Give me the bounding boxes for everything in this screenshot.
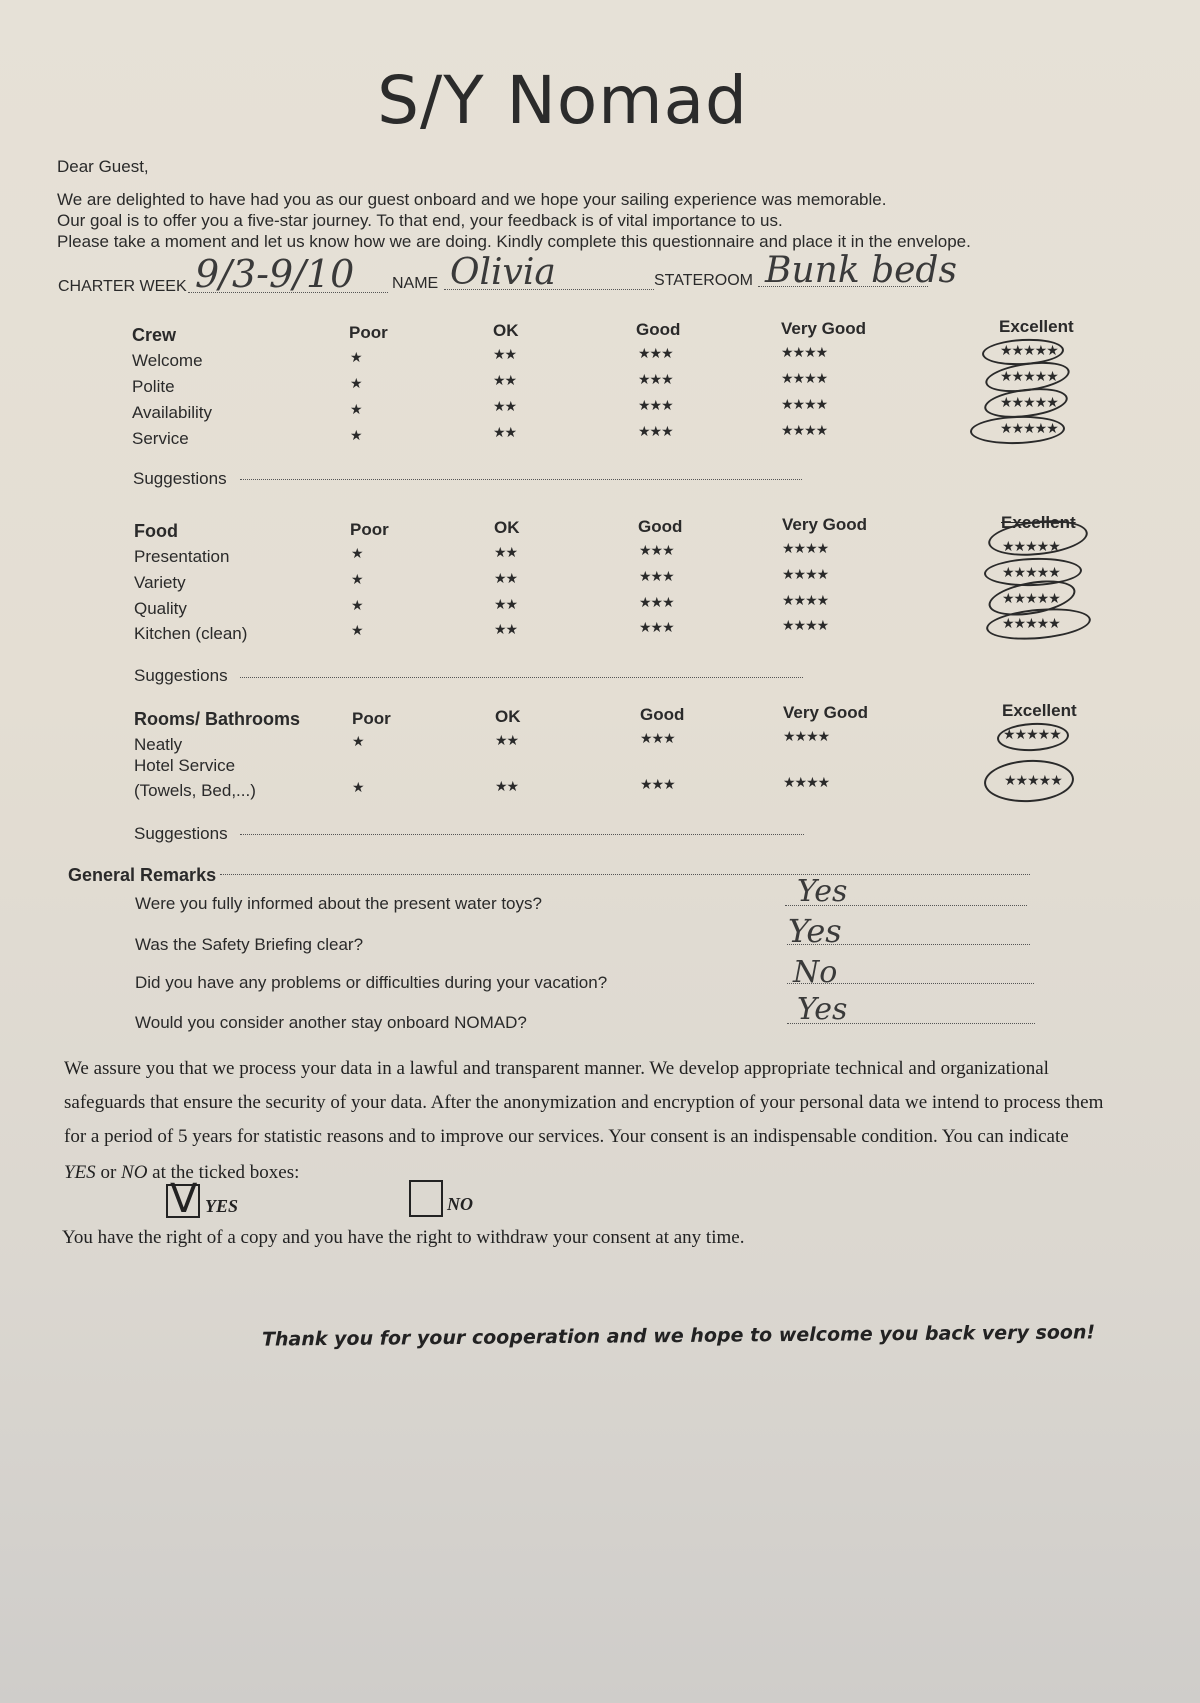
rooms-suggestions-label: Suggestions — [134, 824, 228, 843]
rating-4star[interactable]: ★★★★ — [782, 567, 829, 583]
food-suggestions-line[interactable] — [240, 677, 803, 678]
rating-4star[interactable]: ★★★★ — [781, 371, 828, 387]
rating-1star[interactable]: ★ — [350, 350, 362, 366]
crew-suggestions-line[interactable] — [240, 479, 802, 480]
rating-2star[interactable]: ★★ — [494, 622, 518, 638]
food-col-ok: OK — [494, 518, 520, 537]
intro-line-2: Our goal is to offer you a five-star journey. To that end, your feedback is of vital importance to us. — [57, 211, 783, 230]
rating-1star[interactable]: ★ — [350, 402, 362, 418]
rating-2star[interactable]: ★★ — [495, 733, 519, 749]
check-mark-icon: V — [170, 1176, 198, 1222]
rating-3star[interactable]: ★★★ — [638, 346, 673, 362]
rooms-heading: Rooms/ Bathrooms — [134, 709, 301, 729]
intro-line-3: Please take a moment and let us know how we are doing. Kindly complete this questionnaire and place it in the envelope. — [57, 232, 971, 251]
rating-2star[interactable]: ★★ — [495, 779, 519, 795]
rating-1star[interactable]: ★ — [352, 780, 364, 796]
rooms-row-neatly: Neatly — [134, 735, 183, 754]
rating-5star[interactable]: ★★★★★ — [1000, 343, 1058, 359]
food-row-kitchen: Kitchen (clean) — [134, 624, 248, 643]
rating-3star[interactable]: ★★★ — [639, 569, 674, 585]
question-problems: Did you have any problems or difficulties during your vacation? — [135, 973, 608, 992]
crew-col-ok: OK — [493, 321, 519, 340]
rating-2star[interactable]: ★★ — [493, 425, 517, 441]
selection-circle — [996, 721, 1069, 753]
answer-safety-briefing[interactable]: Yes — [788, 912, 842, 950]
rating-3star[interactable]: ★★★ — [638, 398, 673, 414]
rating-2star[interactable]: ★★ — [494, 597, 518, 613]
crew-suggestions-label: Suggestions — [133, 469, 227, 488]
rating-1star[interactable]: ★ — [351, 623, 363, 639]
rating-4star[interactable]: ★★★★ — [783, 729, 830, 745]
rating-4star[interactable]: ★★★★ — [782, 541, 829, 557]
rating-5star[interactable]: ★★★★★ — [1002, 591, 1060, 607]
rooms-col-verygood: Very Good — [783, 703, 869, 722]
rating-5star[interactable]: ★★★★★ — [1002, 616, 1060, 632]
food-suggestions-label: Suggestions — [134, 666, 228, 685]
rating-2star[interactable]: ★★ — [494, 571, 518, 587]
privacy-line-3: for a period of 5 years for statistic reasons and to improve our services. Your consent is an indispensable condition. You can indicate — [64, 1126, 1069, 1147]
rating-3star[interactable]: ★★★ — [639, 543, 674, 559]
rating-3star[interactable]: ★★★ — [639, 595, 674, 611]
privacy-rights: You have the right of a copy and you have the right to withdraw your consent at any time. — [62, 1227, 745, 1248]
food-row-quality: Quality — [134, 599, 187, 618]
food-col-poor: Poor — [350, 520, 389, 539]
rating-2star[interactable]: ★★ — [493, 347, 517, 363]
crew-col-verygood: Very Good — [781, 319, 867, 338]
rating-5star[interactable]: ★★★★★ — [1004, 773, 1062, 789]
crew-col-excellent: Excellent — [999, 317, 1074, 336]
rooms-col-good: Good — [640, 705, 685, 724]
stateroom-label: STATEROOM — [654, 272, 753, 289]
privacy-line-2: safeguards that ensure the security of your data. After the anonymization and encryption of your personal data we intend to process them — [64, 1092, 1104, 1113]
intro-line-1: We are delighted to have had you as our guest onboard and we hope your sailing experience was memorable. — [57, 190, 887, 209]
rooms-suggestions-line[interactable] — [240, 834, 804, 835]
rating-5star[interactable]: ★★★★★ — [1000, 421, 1058, 437]
crew-heading: Crew — [132, 325, 177, 345]
consent-no-label: NO — [447, 1194, 473, 1214]
rooms-col-poor: Poor — [352, 709, 391, 728]
food-row-variety: Variety — [134, 573, 186, 592]
general-remarks-line[interactable] — [220, 874, 1030, 875]
privacy-line-1: We assure you that we process your data in a lawful and transparent manner. We develop appropriate technical and organizational — [64, 1058, 1049, 1079]
food-col-excellent: Excellent — [1001, 513, 1076, 532]
rating-3star[interactable]: ★★★ — [640, 731, 675, 747]
crew-col-good: Good — [636, 320, 681, 339]
rating-5star[interactable]: ★★★★★ — [1002, 539, 1060, 555]
rating-5star[interactable]: ★★★★★ — [1000, 395, 1058, 411]
crew-row-polite: Polite — [132, 377, 175, 396]
name-label: NAME — [392, 275, 439, 292]
answer-problems[interactable]: No — [793, 955, 838, 990]
privacy-yes-word: YES — [64, 1162, 96, 1183]
selection-circle — [970, 414, 1066, 445]
rating-5star[interactable]: ★★★★★ — [1003, 727, 1061, 743]
rating-4star[interactable]: ★★★★ — [783, 775, 830, 791]
privacy-no-word: NO — [121, 1162, 148, 1183]
rating-5star[interactable]: ★★★★★ — [1000, 369, 1058, 385]
rooms-col-excellent: Excellent — [1002, 701, 1077, 720]
rooms-row-towels: (Towels, Bed,...) — [134, 781, 256, 800]
closing-message: Thank you for your cooperation and we hope to welcome you back very soon! — [261, 1321, 1096, 1351]
rating-5star[interactable]: ★★★★★ — [1002, 565, 1060, 581]
crew-row-availability: Availability — [132, 403, 213, 422]
rating-4star[interactable]: ★★★★ — [782, 593, 829, 609]
answer-another-stay[interactable]: Yes — [797, 992, 848, 1027]
rating-2star[interactable]: ★★ — [494, 545, 518, 561]
charter-week-label: CHARTER WEEK — [58, 278, 187, 295]
privacy-or: or — [95, 1162, 122, 1183]
rating-3star[interactable]: ★★★ — [640, 777, 675, 793]
rating-2star[interactable]: ★★ — [493, 373, 517, 389]
rating-1star[interactable]: ★ — [350, 376, 362, 392]
greeting: Dear Guest, — [57, 157, 149, 176]
crew-col-poor: Poor — [349, 323, 388, 342]
rooms-row-hotel-service: Hotel Service — [134, 756, 236, 775]
question-water-toys: Were you fully informed about the present water toys? — [135, 894, 542, 913]
selection-circle — [983, 758, 1075, 805]
consent-no-checkbox[interactable] — [409, 1180, 443, 1217]
rating-3star[interactable]: ★★★ — [639, 620, 674, 636]
consent-yes-label: YES — [205, 1196, 239, 1216]
food-col-verygood: Very Good — [782, 515, 868, 534]
question-safety-briefing: Was the Safety Briefing clear? — [135, 935, 364, 954]
rating-3star[interactable]: ★★★ — [638, 372, 673, 388]
rating-1star[interactable]: ★ — [350, 428, 362, 444]
food-col-good: Good — [638, 517, 683, 536]
rating-2star[interactable]: ★★ — [493, 399, 517, 415]
rating-4star[interactable]: ★★★★ — [781, 397, 828, 413]
general-remarks-heading: General Remarks — [68, 865, 217, 885]
rooms-col-ok: OK — [495, 707, 521, 726]
answer-water-toys[interactable]: Yes — [797, 874, 848, 909]
food-heading: Food — [134, 521, 178, 541]
crew-row-welcome: Welcome — [132, 351, 203, 370]
rating-1star[interactable]: ★ — [351, 546, 363, 562]
crew-row-service: Service — [132, 429, 189, 448]
rating-1star[interactable]: ★ — [351, 598, 363, 614]
charter-week-value[interactable]: 9/3-9/10 — [195, 252, 355, 296]
rating-1star[interactable]: ★ — [351, 572, 363, 588]
question-another-stay: Would you consider another stay onboard NOMAD? — [135, 1013, 527, 1032]
rating-3star[interactable]: ★★★ — [638, 424, 673, 440]
rating-1star[interactable]: ★ — [352, 734, 364, 750]
privacy-rest: at the ticked boxes: — [147, 1162, 300, 1183]
rating-4star[interactable]: ★★★★ — [781, 345, 828, 361]
name-value[interactable]: Olivia — [450, 252, 556, 293]
food-row-presentation: Presentation — [134, 547, 230, 566]
stateroom-value[interactable]: Bunk beds — [765, 250, 957, 291]
rating-4star[interactable]: ★★★★ — [781, 423, 828, 439]
form-title: S/Y Nomad — [377, 62, 748, 139]
rating-4star[interactable]: ★★★★ — [782, 618, 829, 634]
